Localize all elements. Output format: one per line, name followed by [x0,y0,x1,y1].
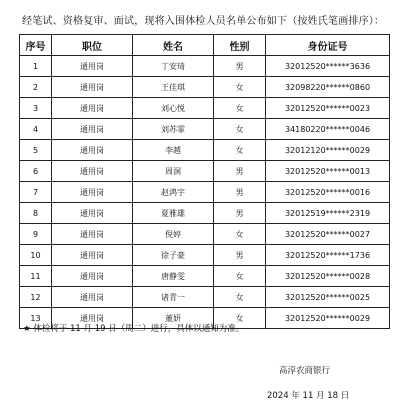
cell-index: 8 [20,203,52,224]
cell-name: 唐静雯 [133,266,214,287]
cell-position: 通用岗 [52,77,133,98]
cell-index: 7 [20,182,52,203]
cell-index: 10 [20,245,52,266]
cell-gender: 女 [214,287,266,308]
cell-name: 董妍 [133,308,214,329]
cell-name: 刘心悦 [133,98,214,119]
cell-index: 1 [20,56,52,77]
cell-index: 2 [20,77,52,98]
cell-name: 倪婷 [133,224,214,245]
cell-index: 4 [20,119,52,140]
issuer-name: 高淳农商银行 [279,366,331,376]
table-row [20,287,390,308]
cell-id-number: 32012520******1736 [266,245,390,266]
cell-id-number: 32098220******0860 [266,77,390,98]
cell-gender: 男 [214,182,266,203]
cell-gender: 女 [214,224,266,245]
cell-id-number: 32012520******0029 [266,308,390,329]
cell-id-number: 32012120******0029 [266,140,390,161]
table-body [20,56,390,329]
table-row [20,182,390,203]
cell-gender: 女 [214,308,266,329]
candidate-table [19,34,390,329]
cell-id-number: 32012520******0016 [266,182,390,203]
cell-gender: 女 [214,140,266,161]
cell-position: 通用岗 [52,287,133,308]
cell-id-number: 32012520******3636 [266,56,390,77]
cell-gender: 女 [214,77,266,98]
cell-index: 9 [20,224,52,245]
table-row [20,77,390,98]
table-row [20,98,390,119]
cell-index: 5 [20,140,52,161]
cell-index: 13 [20,308,52,329]
cell-gender: 女 [214,266,266,287]
header-gender: 性别 [214,35,266,56]
cell-id-number: 32012520******0023 [266,98,390,119]
cell-name: 王佳琪 [133,77,214,98]
table-row [20,140,390,161]
cell-name: 丁安琦 [133,56,214,77]
cell-position: 通用岗 [52,56,133,77]
cell-id-number: 34180220******0046 [266,119,390,140]
cell-name: 赵鸿宇 [133,182,214,203]
cell-position: 通用岗 [52,266,133,287]
cell-gender: 男 [214,161,266,182]
cell-name: 李越 [133,140,214,161]
cell-name: 徐子豪 [133,245,214,266]
cell-index: 11 [20,266,52,287]
cell-gender: 男 [214,56,266,77]
cell-position: 通用岗 [52,119,133,140]
cell-id-number: 32012520******0028 [266,266,390,287]
cell-index: 12 [20,287,52,308]
cell-gender: 男 [214,203,266,224]
header-id-number: 身份证号 [266,35,390,56]
cell-position: 通用岗 [52,98,133,119]
cell-name: 刘苏霏 [133,119,214,140]
header-name: 姓名 [133,35,214,56]
cell-position: 通用岗 [52,245,133,266]
cell-name: 诸青一 [133,287,214,308]
cell-position: 通用岗 [52,224,133,245]
table-row [20,245,390,266]
cell-id-number: 32012520******0013 [266,161,390,182]
table-row [20,56,390,77]
cell-id-number: 32012519******2319 [266,203,390,224]
table-row [20,119,390,140]
header-index: 序号 [20,35,52,56]
exam-note: ★ 体检将于 11 月 19 日（周二）进行，具体以通知为准。 [23,324,245,334]
cell-id-number: 32012520******0027 [266,224,390,245]
cell-index: 3 [20,98,52,119]
cell-gender: 男 [214,245,266,266]
cell-position: 通用岗 [52,203,133,224]
table-row [20,161,390,182]
cell-gender: 女 [214,98,266,119]
cell-position: 通用岗 [52,308,133,329]
cell-gender: 女 [214,119,266,140]
header-position: 职位 [52,35,133,56]
table-header-row [20,35,390,56]
table-row [20,224,390,245]
cell-index: 6 [20,161,52,182]
cell-position: 通用岗 [52,182,133,203]
cell-position: 通用岗 [52,161,133,182]
cell-name: 周洞 [133,161,214,182]
cell-position: 通用岗 [52,140,133,161]
intro-text: 经笔试、资格复审、面试，现将入围体检人员名单公布如下（按姓氏笔画排序）： [22,16,385,27]
table-row [20,203,390,224]
issue-date: 2024 年 11 月 18 日 [267,391,350,401]
cell-name: 夏雅雄 [133,203,214,224]
table-row [20,266,390,287]
cell-id-number: 32012520******0025 [266,287,390,308]
